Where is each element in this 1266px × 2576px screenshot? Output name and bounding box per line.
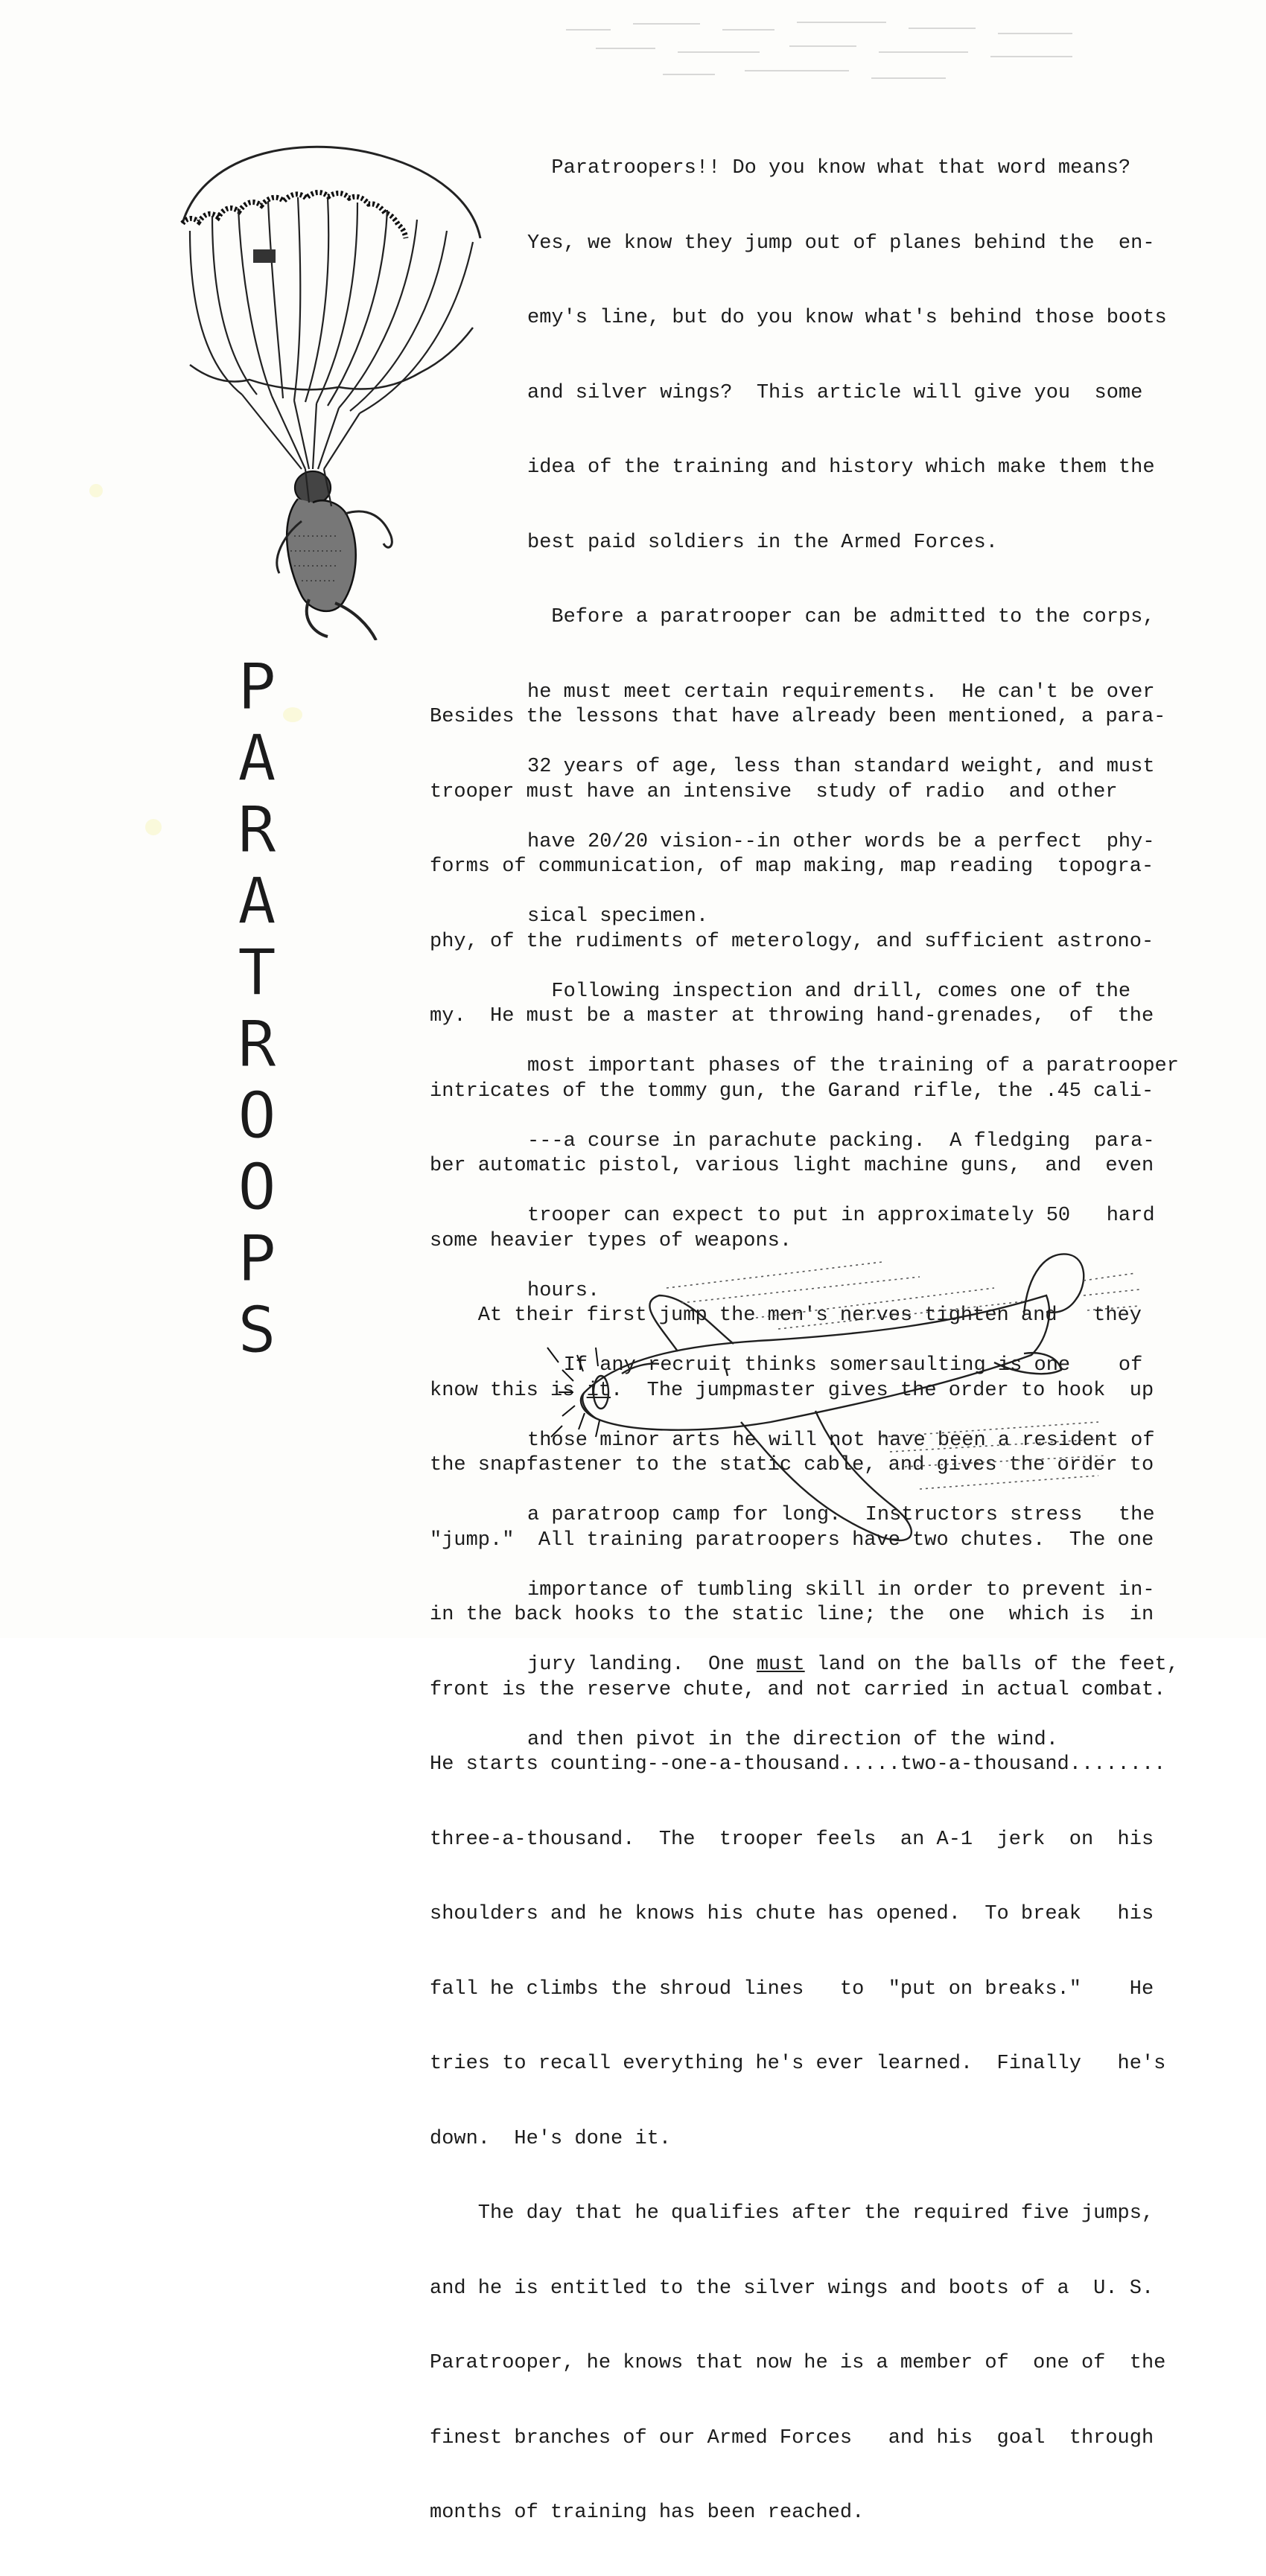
text-fragment: jury landing. One bbox=[527, 1654, 757, 1676]
article-text-bottom bbox=[430, 655, 1165, 2576]
text-line: 32 years of age, less than standard weight, and must bbox=[527, 756, 1155, 778]
text-line: and he is entitled to the silver wings and boots of a U. S. bbox=[430, 2277, 1154, 2300]
text-line: Yes, we know they jump out of planes behind the en- bbox=[527, 232, 1155, 255]
airplane-illustration bbox=[532, 1243, 1143, 1556]
parachutist-illustration bbox=[160, 119, 525, 640]
title-letter: A bbox=[238, 864, 276, 939]
title-letter: R bbox=[238, 1007, 276, 1082]
text-line: Following inspection and drill, comes one of the bbox=[527, 980, 1131, 1003]
text-line: trooper can expect to put in approximately 50 hard bbox=[527, 1205, 1155, 1227]
text-line: finest branches of our Armed Forces and his goal through bbox=[430, 2426, 1154, 2449]
text-line: Paratrooper, he knows that now he is a member of one of the bbox=[430, 2352, 1166, 2374]
text-line: sical specimen. bbox=[527, 905, 709, 928]
text-line: hours. bbox=[527, 1279, 600, 1302]
text-line: a paratroop camp for long. Instructors stress the bbox=[527, 1504, 1155, 1526]
title-letter: O bbox=[238, 1150, 276, 1225]
yellow-stain bbox=[145, 819, 162, 835]
text-fragment: land on the balls of the feet, bbox=[804, 1654, 1179, 1676]
title-letter: T bbox=[238, 936, 276, 1010]
text-line: my. He must be a master at throwing hand-grenades, of the bbox=[430, 1005, 1154, 1027]
yellow-stain bbox=[89, 484, 103, 497]
text-line: He starts counting--one-a-thousand.....two-a-thousand........ bbox=[430, 1753, 1166, 1776]
text-line: tries to recall everything he's ever learned. Finally he's bbox=[430, 2053, 1166, 2075]
text-fragment: know this is bbox=[430, 1379, 587, 1402]
title-letter: O bbox=[238, 1079, 276, 1153]
text-line: some heavier types of weapons. bbox=[430, 1229, 792, 1252]
text-line: months of training has been reached. bbox=[430, 2502, 865, 2524]
title-letter: S bbox=[238, 1293, 276, 1368]
text-line: "jump." All training paratroopers have two chutes. The one bbox=[430, 1528, 1154, 1552]
text-line: he must meet certain requirements. He can't be over bbox=[527, 680, 1155, 704]
text-line: in the back hooks to the static line; the one which is in bbox=[430, 1604, 1154, 1626]
text-line: and then pivot in the direction of the wind. bbox=[527, 1728, 1058, 1751]
text-line: emy's line, but do you know what's behind those boots bbox=[527, 307, 1167, 329]
underlined-word: it bbox=[586, 1379, 611, 1402]
text-line: have 20/20 vision--in other words be a perfect phy- bbox=[527, 830, 1155, 853]
title-letter: P bbox=[238, 1222, 276, 1296]
text-line: best paid soldiers in the Armed Forces. bbox=[527, 531, 998, 554]
text-line: forms of communication, of map making, map reading topogra- bbox=[430, 855, 1154, 878]
text-line: Besides the lessons that have already been mentioned, a para- bbox=[430, 706, 1166, 728]
underlined-word: must bbox=[756, 1654, 805, 1676]
bleed-through-smudge bbox=[551, 7, 1117, 89]
text-line: At their first jump the men's nerves tighten and they bbox=[430, 1304, 1142, 1327]
text-line: front is the reserve chute, and not carried in actual combat. bbox=[430, 1678, 1166, 1701]
text-line: three-a-thousand. The trooper feels an A-1 jerk on his bbox=[430, 1828, 1154, 1851]
text-line: ber automatic pistol, various light machine guns, and even bbox=[430, 1155, 1154, 1177]
text-line: If any recruit thinks somersaulting is one of bbox=[527, 1354, 1143, 1377]
text-line: and silver wings? This article will give you some bbox=[527, 381, 1143, 404]
text-line: idea of the training and history which make them the bbox=[527, 456, 1155, 479]
text-line: fall he climbs the shroud lines to "put on breaks." He bbox=[430, 1977, 1154, 2000]
text-line: those minor arts he will not have been a resident of bbox=[527, 1429, 1155, 1452]
title-letter: P bbox=[238, 650, 276, 724]
text-fragment: . The jumpmaster gives the order to hook up bbox=[611, 1379, 1154, 1402]
text-line: the snapfastener to the static cable, and gives the order to bbox=[430, 1454, 1154, 1476]
text-line: down. He's done it. bbox=[430, 2127, 672, 2150]
title-letter: R bbox=[238, 793, 276, 867]
text-line: most important phases of the training of a paratrooper bbox=[527, 1055, 1179, 1077]
text-line: shoulders and he knows his chute has opened. To break his bbox=[430, 1903, 1154, 1925]
text-line: The day that he qualifies after the required five jumps, bbox=[430, 2202, 1154, 2225]
vertical-title bbox=[216, 650, 298, 1370]
text-line: ---a course in parachute packing. A fledging para- bbox=[527, 1129, 1155, 1152]
text-line: trooper must have an intensive study of radio and other bbox=[430, 780, 1118, 803]
text-line: Paratroopers!! Do you know what that word means? bbox=[527, 157, 1131, 179]
text-line: Before a paratrooper can be admitted to the corps, bbox=[527, 606, 1155, 628]
text-line: phy, of the rudiments of meterology, and sufficient astrono- bbox=[430, 930, 1154, 953]
text-line: intricates of the tommy gun, the Garand rifle, the .45 cali- bbox=[430, 1080, 1154, 1103]
text-line: importance of tumbling skill in order to prevent in- bbox=[527, 1578, 1155, 1601]
title-letter: A bbox=[238, 721, 276, 796]
